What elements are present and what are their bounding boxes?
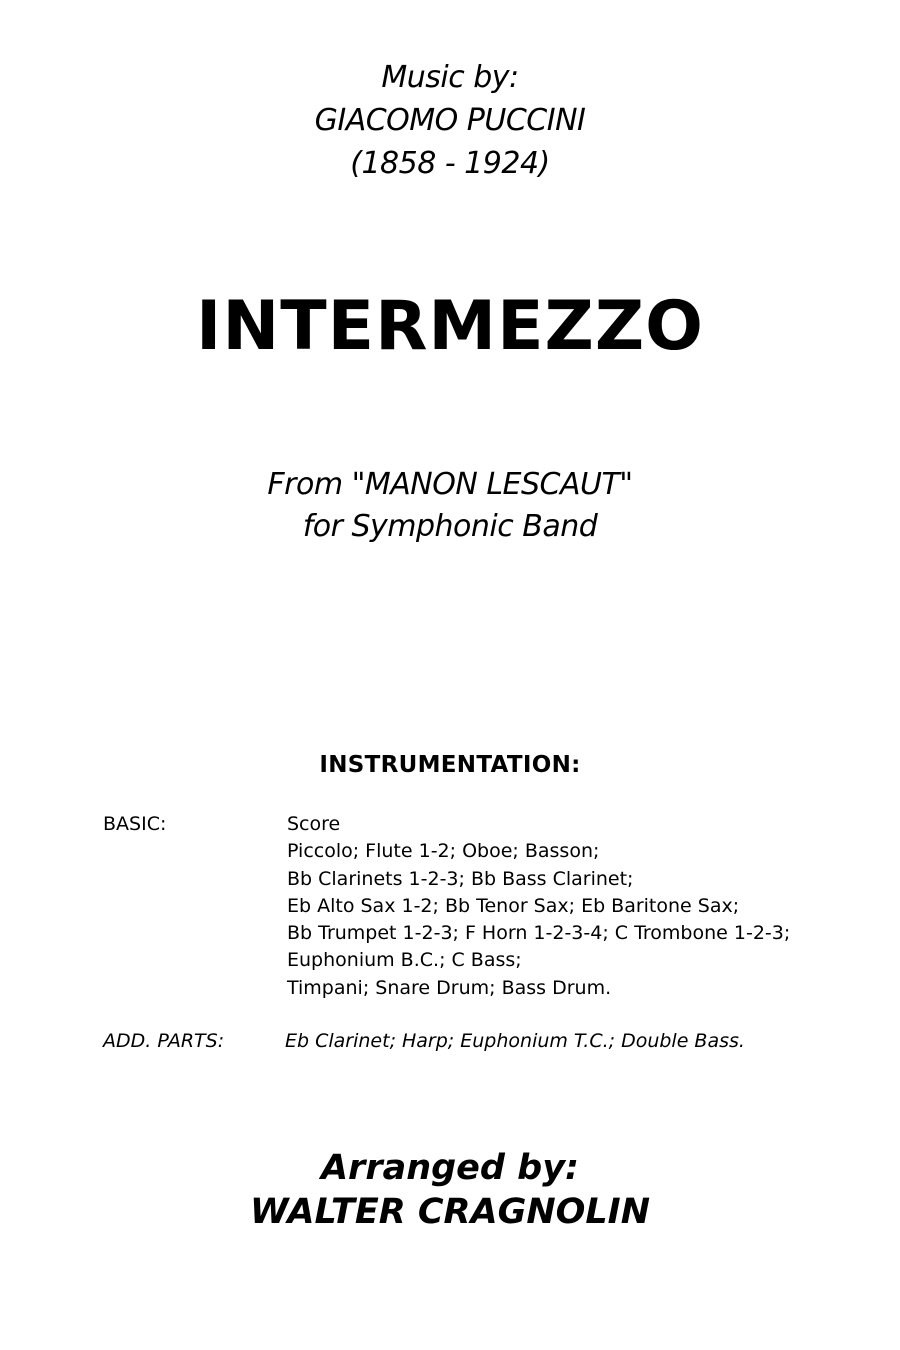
list-item: Piccolo; Flute 1-2; Oboe; Basson; [287,840,600,863]
arranger-name: WALTER CRAGNOLIN [250,1192,650,1232]
list-item: Euphonium B.C.; C Bass; [287,949,522,972]
list-item: Eb Alto Sax 1-2; Bb Tenor Sax; Eb Baritone Sax; [287,894,740,917]
source-work: From "MANON LESCAUT" [267,467,633,502]
list-item: Bb Trumpet 1-2-3; F Horn 1-2-3-4; C Trombone 1-2-3; [287,922,791,945]
basic-label: BASIC: [103,813,167,835]
list-item: Bb Clarinets 1-2-3; Bb Bass Clarinet; [287,867,634,890]
list-item: Score [287,813,341,835]
composer-label: Music by: [381,60,519,95]
ensemble-line: for Symphonic Band [302,509,598,544]
list-item: Timpani; Snare Drum; Bass Drum. [287,976,612,999]
instrumentation-heading: INSTRUMENTATION: [319,752,581,778]
composer-name: GIACOMO PUCCINI [314,103,586,138]
additional-parts-list: Eb Clarinet; Harp; Euphonium T.C.; Double Bass. [285,1030,745,1052]
page-title: INTERMEZZO [196,287,704,366]
arranger-label: Arranged by: [320,1148,580,1188]
additional-parts-label: ADD. PARTS: [103,1030,225,1052]
composer-dates: (1858 - 1924) [350,146,550,181]
basic-instrument-list [287,811,790,1002]
